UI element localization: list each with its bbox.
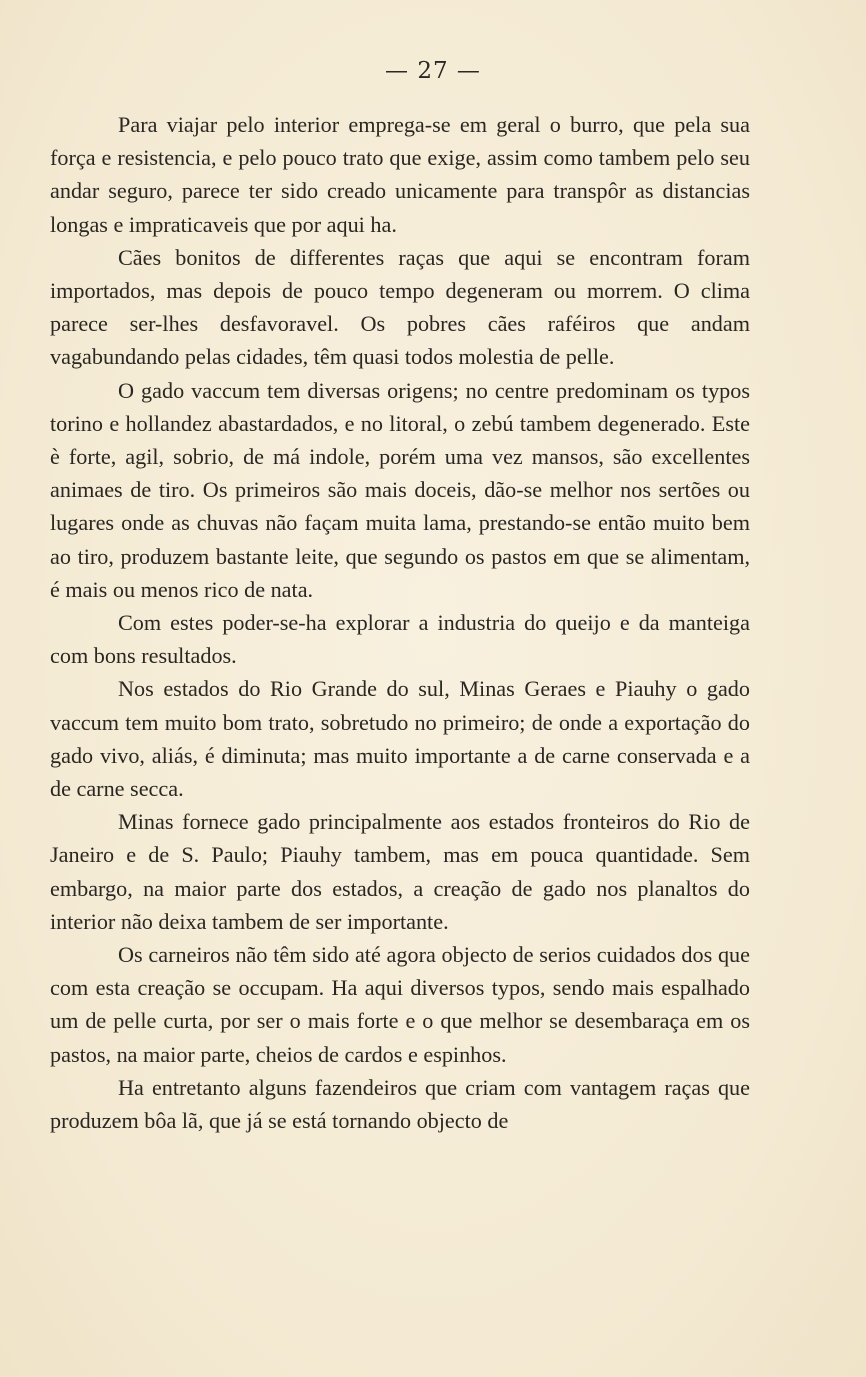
paragraph: Cães bonitos de differentes raças que aqui se encontram foram importados, mas depois de pouco tempo degeneram ou morrem. O clima parece ser-lhes desfavoravel. Os pobres cães raféiros que andam vagabundando pelas cidades, têm quasi todos molestia de pelle. xyxy=(50,244,750,370)
paragraph: Ha entretanto alguns fazendeiros que criam com vantagem raças que produzem bôa lã, que já se está tornando objecto de xyxy=(50,1074,750,1134)
body-text xyxy=(50,108,750,1137)
paragraph: Minas fornece gado principalmente aos estados fronteiros do Rio de Janeiro e de S. Paulo; Piauhy tambem, mas em pouca quantidade. Sem embargo, na maior parte dos estados, a creação de gado nos planaltos do interior não deixa tambem de ser importante. xyxy=(50,809,750,934)
paragraph: Para viajar pelo interior emprega-se em geral o burro, que pela sua força e resistencia, e pelo pouco trato que exige, assim como tambem pelo seu andar seguro, parece ter sido creado unicamente para transpôr as distancias longas e impraticaveis que por aqui ha. xyxy=(50,112,750,237)
paragraph: Com estes poder-se-ha explorar a industria do queijo e da manteiga com bons resultados. xyxy=(50,610,750,669)
paragraph: Os carneiros não têm sido até agora objecto de serios cuidados dos que com esta creação se occupam. Ha aqui diversos typos, sendo mais espalhado um de pelle curta, por ser o mais forte e o que melhor se desembaraça em os pastos, na maior parte, cheios de cardos e espinhos. xyxy=(50,942,750,1067)
paragraph: O gado vaccum tem diversas origens; no centre predominam os typos torino e hollandez abastardados, e no litoral, o zebú tambem degenerado. Este è forte, agil, sobrio, de má indole, porém uma vez mansos, são excellentes animaes de tiro. Os primeiros são mais doceis, dão-se melhor nos sertões ou lugares onde as chuvas não façam muita lama, prestando-se então muito bem ao tiro, produzem bastante leite, que segundo os pastos em que se alimentam, é mais ou menos rico de nata. xyxy=(50,377,750,602)
paragraph: Nos estados do Rio Grande do sul, Minas Geraes e Piauhy o gado vaccum tem muito bom trato, sobretudo no primeiro; de onde a exportação do gado vivo, aliás, é diminuta; mas muito importante a de carne conservada e a de carne secca. xyxy=(50,676,750,802)
page-number: — 27 — xyxy=(385,58,481,84)
